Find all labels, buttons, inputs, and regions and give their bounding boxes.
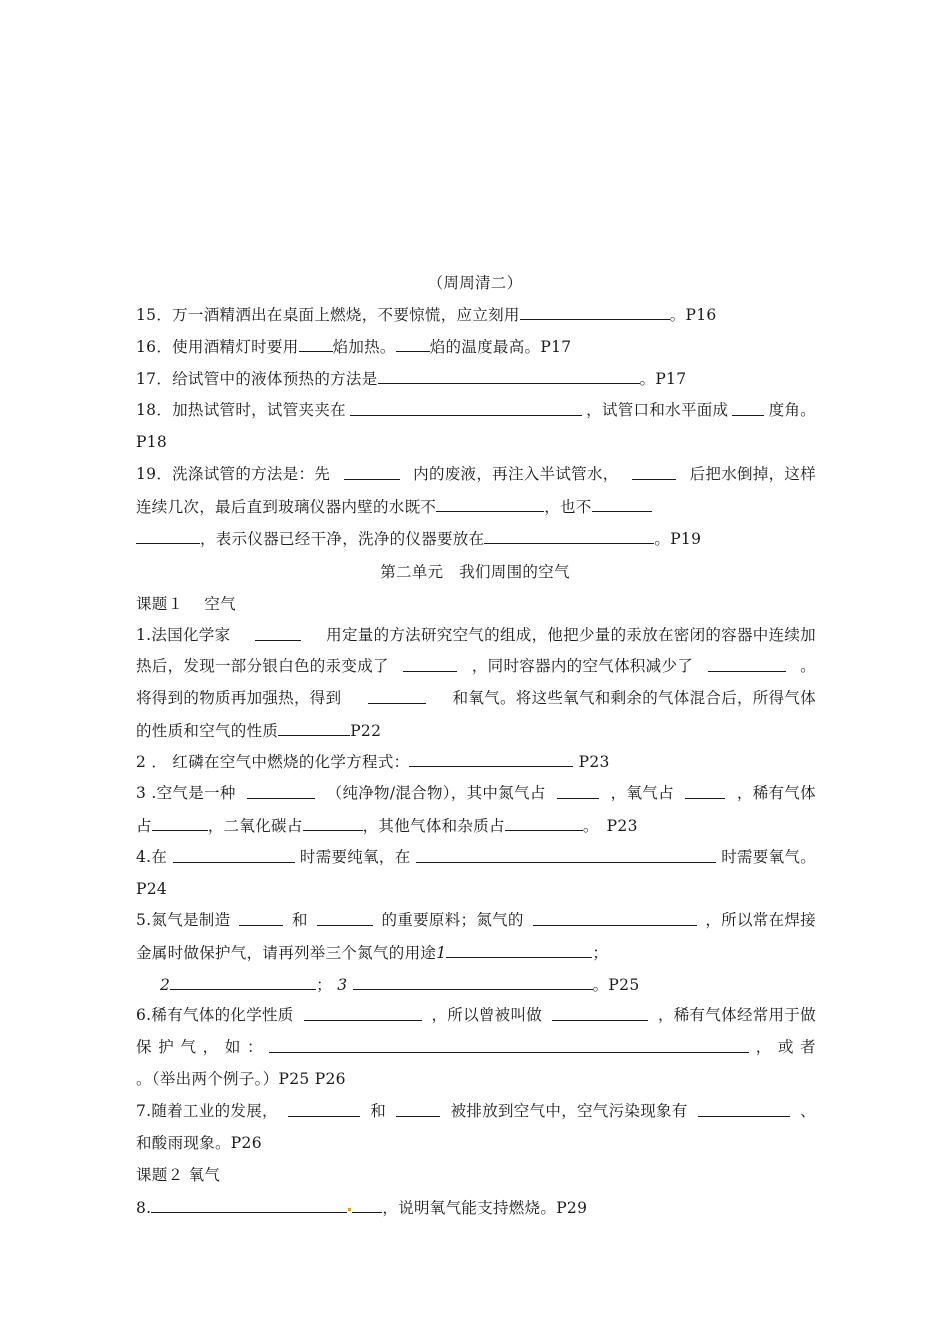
answer-blank[interactable] [317,910,373,926]
question-18-page: P18 [136,433,168,451]
answer-blank[interactable] [396,1101,440,1117]
question-19-line3: ，表示仪器已经干净，洗净的仪器要放在 。P19 [136,528,816,549]
answer-blank[interactable] [170,974,316,990]
answer-blank[interactable] [352,1197,382,1213]
question-1-line3: 将得到的物质再加强热，得到 和氧气。将这些氧气和剩余的气体混合后，所得气体 [136,689,816,707]
answer-blank[interactable] [247,783,315,799]
answer-blank[interactable] [505,815,583,831]
question-1-line2: 热后，发现一部分银白色的汞变成了 ，同时容器内的空气体积减少了 。 [136,657,816,675]
lesson-2-title: 课题２ 氧气 [136,1166,221,1184]
question-17: 17．给试管中的液体预热的方法是 。P17 [136,370,687,388]
question-5-line2: 金属时做保护气，请再列举三个氮气的用途1 ； [136,944,609,962]
question-4-page: P24 [136,880,168,898]
question-19-line1: 19．洗涤试管的方法是：先 内的废液，再注入半试管水， 后把水倒掉，这样 [136,465,816,483]
question-5-line3: 2 ； 3 。P25 [160,976,640,994]
answer-blank[interactable] [732,400,764,416]
lesson-1-title: 课题１ 空气 [136,595,237,613]
answer-blank[interactable] [239,910,283,926]
question-3-line1: 3 .空气是一种 （纯净物/混合物），其中氮气占 ，氧气占 ，稀有气体 [136,784,816,802]
answer-blank[interactable] [152,815,208,831]
answer-blank[interactable] [378,368,640,384]
question-6-line3: 。（举出两个例子。）P25 P26 [136,1070,346,1088]
answer-blank[interactable] [698,1101,790,1117]
answer-blank[interactable] [350,400,582,416]
answer-blank[interactable] [403,656,457,672]
question-15: 15．万一酒精洒出在桌面上燃烧，不要惊慌，应立刻用 。P16 [136,306,717,324]
question-6-line1: 6.稀有气体的化学性质 ，所以曾被叫做 ，稀有气体经常用于做 [136,1006,816,1024]
answer-blank[interactable] [288,1101,360,1117]
answer-blank[interactable] [151,1197,347,1213]
question-19-line2: 连续几次，最后直到玻璃仪器内壁的水既不 ，也不 [136,496,816,517]
answer-blank[interactable] [173,847,295,863]
question-7-line1: 7.随着工业的发展， 和 被排放到空气中，空气污染现象有 、 [136,1102,816,1120]
answer-blank[interactable] [685,783,725,799]
answer-blank[interactable] [278,720,350,736]
question-5-line1: 5.氮气是制造 和 的重要原料；氮气的 ，所以常在焊接 [136,911,816,929]
question-1-line4: 的性质和空气的性质 P22 [136,722,382,740]
question-8: 8. ，说明氧气能支持燃烧。P29 [136,1199,588,1217]
answer-blank[interactable] [255,625,301,641]
ink-dot [348,1208,351,1211]
question-7-line2: 和酸雨现象。P26 [136,1134,262,1152]
answer-blank[interactable] [484,528,654,544]
answer-blank[interactable] [520,304,670,320]
answer-blank[interactable] [436,496,544,512]
answer-blank[interactable] [396,336,430,352]
answer-blank[interactable] [136,528,200,544]
answer-blank[interactable] [303,815,363,831]
question-18: 18．加热试管时，试管夹夹在 ，试管口和水平面成 度角。 [136,401,816,419]
answer-blank[interactable] [557,783,599,799]
answer-blank[interactable] [632,464,676,480]
answer-blank[interactable] [592,496,652,512]
answer-blank[interactable] [446,942,592,958]
question-6-line2: 保 护 气 ， 如 ： ， 或 者 [136,1038,816,1056]
answer-blank[interactable] [353,974,593,990]
answer-blank[interactable] [416,847,716,863]
answer-blank[interactable] [533,910,697,926]
answer-blank[interactable] [269,1037,749,1053]
question-4: 4.在 时需要纯氧，在 时需要氧气。 [136,848,816,866]
question-3-line2: 占 ，二氧化碳占 ，其他气体和杂质占 。 P23 [136,817,638,835]
question-16: 16．使用酒精灯时要用 焰加热。 焰的温度最高。P17 [136,338,572,356]
answer-blank[interactable] [304,1005,422,1021]
question-2: 2 ． 红磷在空气中燃烧的化学方程式： P23 [136,753,610,771]
answer-blank[interactable] [344,464,400,480]
answer-blank[interactable] [299,336,333,352]
answer-blank[interactable] [368,688,426,704]
answer-blank[interactable] [708,656,786,672]
question-1-line1: 1.法国化学家 用定量的方法研究空气的组成，他把少量的汞放在密闭的容器中连续加 [136,626,816,644]
unit-title: 第二单元 我们周围的空气 [380,563,570,581]
answer-blank[interactable] [409,751,573,767]
answer-blank[interactable] [552,1005,648,1021]
header-title: （周周清二） [427,274,523,292]
